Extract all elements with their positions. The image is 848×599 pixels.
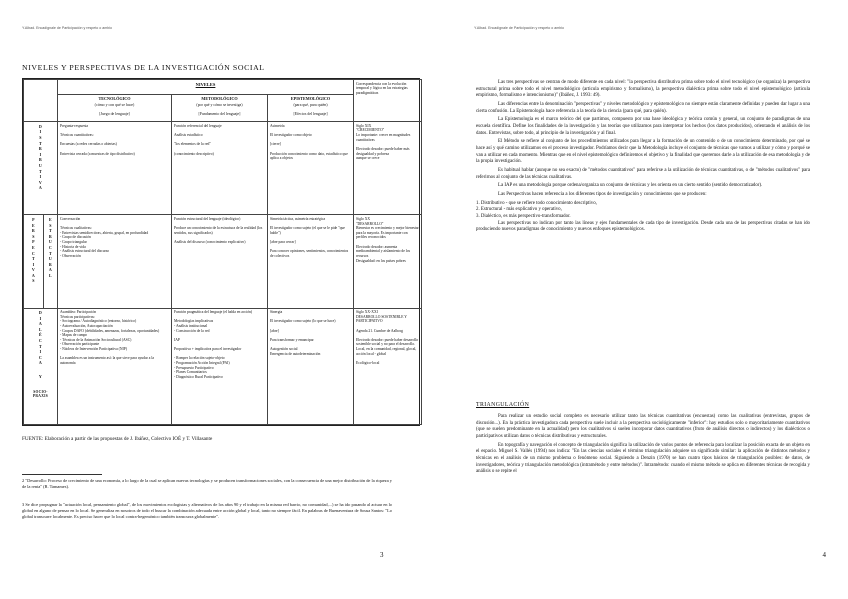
niveles-header: NIVELES (58, 80, 354, 95)
footnote-divider (22, 474, 102, 475)
cell-line: Función pragmática del lenguaje (el habla en acción) (174, 310, 253, 315)
table-row (24, 215, 422, 308)
cell-line: - Diagnóstico Rural Participativo (174, 374, 223, 379)
cell-line: A (38, 360, 43, 366)
cell-line: Y (38, 374, 43, 379)
cell-line: E (32, 244, 35, 250)
cell-line: Conversación (60, 216, 81, 221)
cell-line: A (38, 185, 43, 191)
cell-line: Metodologías implicativas (174, 319, 214, 324)
cell-line: Bienestar es crecimiento y mejor bienestar para la mayoría. Es importante con perfiles reconocidos (356, 226, 419, 240)
cell-line: Siglo XX (356, 216, 371, 221)
cell-line: V (31, 267, 36, 273)
cell-line: - Programación Acción Integral (PAI) (174, 360, 230, 365)
cell-line: - Grupos DAFO (debilidades, amenazas, fortalezas, oportunidades) (60, 328, 160, 333)
cell-line: Ecológico-local (356, 360, 380, 365)
cell-line: Simetría táctica, asimetría estratégica (270, 216, 326, 221)
cell-line: DESARROLLO SOSTENIBLE Y PARTICIPATIVO (356, 314, 407, 324)
cell-line: [abre] (270, 328, 279, 333)
running-head: Y.Albad. Encadignale de Participación y respeto o ambio (22, 26, 113, 30)
side-label-perspectivas (24, 215, 44, 308)
paragraph: La Epistemología es el marco teórico del que partimos, compuesto por una base ideológica y teórica común y general, un conjunto de paradigmas de una escuela científica. Define los finalidades de la investigación y las teorías que utilizamos para interpretar los hechos (los datos producidos), orientando el análisis de los datos. Entrevistas, sobre todo, al principio de la investigación y al final. (476, 117, 810, 136)
cell-line: D (38, 123, 43, 129)
cell-line: Electrodo desador: puede haber desarrollo sostenible social y no para el desarrollo. Local, en la comunidad, regional, glocal, acción local - global (356, 337, 419, 356)
list-item: 1. Distributivo - que se refiere todo conocimiento descriptivo, (476, 200, 597, 206)
column-header-metodologico: METODOLÓGICO (por qué y cómo se investiga) [Fundamento del lenguaje] (172, 94, 268, 122)
cell-line: L (39, 326, 42, 332)
cell-line: Lo importante: crecer en magnitudes cuantitativas (356, 133, 411, 142)
cell-line: [abre para cerrar] (270, 240, 296, 245)
corr-header: Correspondencia con la evolución temporal y lógica en las estrategias paradigmáticas (354, 80, 422, 122)
cell-line: Autogestión social (270, 347, 298, 352)
page-number: 4 (822, 551, 826, 559)
cell-line: - Construcción de la red (174, 328, 210, 333)
column-header-epistemologico: EPISTEMOLÓGICO (para qué, para quién) [Efectos del lenguaje] (268, 94, 354, 122)
cell-line: - Grupo triangular (60, 240, 87, 245)
cell-line: I (39, 174, 42, 180)
cell-line: P (32, 239, 35, 245)
column-header-tecnologico: TECNOLÓGICO (cómo y con qué se hace) [Juego de lenguaje] (58, 94, 172, 122)
cell-line: T (39, 140, 42, 146)
cell-line: - Observación (60, 253, 81, 258)
cell-line: Función estructural del lenguaje (ideológico) (174, 216, 241, 221)
cell-line: IAP (174, 337, 180, 342)
page-number: 3 (380, 551, 384, 559)
cell-line: T (49, 250, 52, 256)
cell-line: R (31, 228, 36, 234)
running-head: Y.Albad. Encadignale de Participación y respeto o ambio (474, 26, 565, 30)
table-row (24, 308, 422, 424)
table-row (24, 122, 422, 215)
cell-line: T (39, 343, 42, 349)
cell-line: Técnicas participativas: (60, 314, 95, 319)
cell-line: Producción conocimiento como dato, estadístico que aplica a objetos (270, 151, 348, 161)
cell-line: R (48, 261, 53, 267)
cell-tech (58, 122, 172, 215)
cell-line: L (49, 272, 52, 278)
cell-line: E (32, 222, 35, 228)
cell-line: E (49, 216, 52, 222)
cell-line: C (48, 244, 53, 250)
cell-line: El investigador como objeto (270, 133, 312, 138)
paragraph: El Método se refiere al conjunto de los procedimientos utilizados para llegar a la formación de un contenido o de un conocimiento determinado, por qué se hace así y qué camino utilizamos en el proceso investigador. Podríamos decir que la Metodología incluye el conjunto de técnicas que vamos a utilizar y cómo y porqué se van a utilizar en cada momento. Mientras que en el nivel epistemológico definiremos el objetivo y la finalidad que queremos darle a la utilización de esa metodología y de la propia investigación. (476, 139, 810, 165)
cell-line: "los elementos de la red" (174, 142, 211, 147)
cell-line: - Sociograma / Autodiagnóstico (entorno, histórico) (60, 319, 137, 324)
cell-line: - Historia de vida (60, 244, 86, 249)
cell-epis (268, 215, 354, 308)
cell-line: S (32, 278, 35, 284)
cell-line: U (38, 162, 43, 168)
cell-line: [cierre] (270, 142, 281, 147)
cell-tech (58, 308, 172, 424)
paragraph: Es habitual hablar (aunque no sea exacto) de "métodos cuantitativos" para referirse a la utilización de técnicas cuantitativas, o de "métodos cualitativos" para referirnos al conjunto de las técnicas cualitativas. (476, 168, 810, 180)
cell-line: Función referencial del lenguaje (174, 123, 222, 128)
paragraph: En topografía y navegación el concepto de triangulación significa la utilización de varios puntos de referencia para localizar la posición exacta de un objeto en el espacio. Miguel S. Vallés (1994) nos indica: "En las ciencias sociales el término triangulación adquiere un significado similar: la aplicación de distintos métodos y técnicas en el análisis de un mismo problema o fenómeno social. Siguiendo a Denzin (1970) se han cuatro tipos básicos de triangulación posibles: de datos, de investigadores, teórica y triangulación metodológica (intramétodo y entre métodos)". Intramétodo: cuando el mismo método se aplica en diferentes técnicas de recogida y análisis o se repite el (476, 442, 810, 475)
cell-line: Desigualdad: en los países pobres (356, 258, 406, 263)
paragraph: Las Perspectivas hacen referencia a los diferentes tipos de investigación y conocimientos que se producen: (498, 192, 707, 198)
cell-line: - Autoevaluación, Autocapacitación (60, 323, 113, 328)
cell-line: Pregunta-respuesta (60, 123, 89, 128)
cell-line: C (38, 338, 43, 344)
list-item: 3. Dialéctico, es más perspectivo-transformador. (476, 214, 571, 220)
cell-line: La asamblea es un instrumento así: la que sirve para ayudar a la autonomía (60, 356, 154, 365)
side-label-dialectica: D I A L É C T I C A Y SOCIO-PRAXIS (24, 308, 58, 424)
cell-line: U (48, 256, 53, 262)
cell-line: S (49, 222, 52, 228)
cell-line: A (48, 267, 53, 273)
cell-line: - Mapas de campo (60, 333, 88, 338)
perspectives-table (22, 78, 420, 426)
cell-line: I (39, 151, 42, 157)
cell-line: Análisis del discurso (conocimiento explicativo) (174, 240, 246, 245)
right-body-bottom (476, 414, 810, 478)
cell-line: Produce un conocimiento de la estructura de la realidad (los sentidos, sus significados) (174, 226, 263, 235)
cell-line: Encuestas (a redes cerradas o abiertas) (60, 142, 117, 147)
cell-line: I (39, 129, 42, 135)
paragraph: Las perspectivas no indican por tanto las líneas y ejes fundamentales de cada tipo de investigación. Desde cada una de las perspectivas citadas se han ido produciendo nuevos paradigmas de conocimiento y nuevos enfoques epistemológicos. (476, 220, 810, 233)
cell-line: Siglo XIX (356, 123, 372, 128)
cell-line: Para transformar y emancipar (270, 337, 314, 342)
cell-line: Para conocer opiniones, sentimientos, conocimientos de colectivos (270, 249, 349, 258)
cell-line: Análisis estadístico (174, 133, 203, 138)
paragraph: Para realizar un estudio social completo es necesario utilizar tanto las técnicas cuantitativas (encuestas) como las cualitativas (entrevistas, grupos de discusión...). En la práctica investigadora cada perspectiva suele incluir a la perspectiva sociológicamente "inferior": hay estudios solo o mayoritariamente cuantitativos (que se suelen predominante en la actualidad) pero los cualitativos si suelen incorporar datos cuantitativos (fruto de análisis directos o indirectos) y los dialécticos o participativos utilizan datos o técnicas distributivas y estructurales. (476, 414, 810, 440)
cell-meth (172, 215, 268, 308)
list-item: 2. Estructural - más explicativo y operativo, (476, 207, 562, 213)
cell-line: Electrodo desador: aumenta medioambiental y aislamiento de los recursos (356, 244, 411, 258)
cell-corr (354, 308, 422, 424)
cell-line: "DESARROLLO" (356, 221, 384, 226)
section-title: TRIANGULACIÓN (476, 402, 530, 408)
cell-line: P (32, 216, 35, 222)
cell-line: (conocimiento descriptivo) (174, 151, 214, 156)
cell-line: Emergencia de autodeterminación (270, 351, 321, 356)
side-label-estructural (44, 215, 58, 308)
cell-line: - Análisis institucional (174, 323, 208, 328)
cell-meth (172, 308, 268, 424)
cell-line: T (39, 168, 42, 174)
cell-line: - Núcleos de Intervención Participativa (NIP) (60, 347, 128, 352)
cell-line: Técnicas cualitativas: (60, 226, 92, 231)
table-source: FUENTE: Elaboración a partir de las propuestas de J. Ibáñez, Colectivo IOÉ y T. Villasante (22, 436, 213, 442)
cell-line: aunque se crece (356, 156, 380, 161)
cell-meth (172, 122, 268, 215)
cell-line: - Planes Comunitarios (174, 370, 207, 375)
table-corner (24, 80, 58, 122)
cell-line: El investigador como sujeto (el que se le pide "que hable") (270, 226, 345, 235)
cell-line: T (32, 256, 35, 262)
paragraph: La IAP es una metodología porque ordena/organiza un conjunto de técnicas y les orienta en un cierto sentido (sentido democratizador). (498, 183, 763, 189)
cell-line: I (39, 349, 42, 355)
cell-line: C (38, 354, 43, 360)
cell-line: - Grupo de discusión (60, 235, 91, 240)
cell-line: - Observación participante (60, 342, 100, 347)
cell-corr (354, 215, 422, 308)
cell-epis (268, 122, 354, 215)
cell-line: Sinergia (270, 310, 283, 315)
cell-line: Electrodo desador: puede haber más desigualdad y pobreza (356, 146, 410, 156)
cell-line: R (38, 146, 43, 152)
cell-line: - Análisis estructural del discurso (60, 249, 110, 254)
cell-line: C (31, 250, 36, 256)
cell-line: A (38, 321, 43, 327)
cell-line: Agenda 21. Cumbre de Aalborg (356, 328, 403, 333)
cell-line: S (32, 233, 35, 239)
cell-line: V (38, 179, 43, 185)
cell-line: S (39, 135, 42, 140)
cell-line: - Presupuesto Participativo (174, 365, 214, 370)
cell-line: Asimetría (270, 123, 285, 128)
cell-line: "CRECIMIENTO" (356, 128, 385, 133)
footnote-2: 2 "Desarrollo: Proceso de crecimiento de una economía, a lo largo de la cual se aplican nuevas tecnologías y se producen transformaciones sociales, con la consecuencia de una mejor distribución de la riqueza y de la renta" (R. Tamames). (22, 478, 392, 489)
cell-line: Propositiva + implicativa para el investigador (174, 347, 242, 352)
cell-line: El investigador como sujeto (lo que se hace) (270, 319, 336, 324)
cell-line: Asamblea: Participación (60, 310, 97, 315)
cell-corr (354, 122, 422, 215)
cell-line: - Técnicas de la Animación Sociocultural (ASC) (60, 337, 132, 342)
cell-line: U (48, 239, 53, 245)
page-title: NIVELES Y PERSPECTIVAS DE LA INVESTIGACIÓN SOCIAL (22, 63, 265, 72)
footnote-3: 3 Se dice propugnar la "actuación local, pensamiento global", de los movimientos ecologistas y alternativos de los años 90 y el trabajo en la misma red barrio, no comunidad,...) se ha ido pasando al actuar en lo global en alguno de pensar en lo local. Se generaliza en nosotros de todo el buscar la combinación adecuada entre acción global y local, tanto no siempre fácil. En palabras de Buenaventura de Sousa Santos: "Lo global transcurre localmente. Es preciso hacer que lo local contra-hegemónico también transcurra globalmente". (22, 502, 392, 519)
cell-line: Técnicas cuantitativas: (60, 133, 94, 138)
cell-tech (58, 215, 172, 308)
cell-line: - Romper la relación sujeto-objeto (174, 356, 225, 361)
cell-line: A (31, 272, 36, 278)
cell-line: R (48, 233, 53, 239)
side-label-distributiva (24, 122, 58, 215)
cell-line: D (38, 310, 43, 316)
paragraph: Las tres perspectivas se centran de modo diferente en cada nivel: "la perspectiva distributiva prima sobre todo el nivel tecnológico (se organiza) la perspectiva estructural prima sobre todo el nivel metodológico (articula empirismo y formalismo), la perspectiva dialéctica prima sobre todo el nivel epistemológico (articula empirismo, formalismo e intencionismo)" (Ibáñez, J. 1993: 49). (476, 80, 810, 99)
cell-line: B (39, 157, 42, 163)
cell-line: - Entrevistas semidirectivas, abierta, grupal, en profundidad (60, 230, 149, 235)
cell-line: Entrevista cerrada (a muestras de tipo distributivo) (60, 151, 135, 156)
cell-line: I (39, 315, 42, 321)
right-body-top (476, 80, 810, 236)
cell-line: T (49, 228, 52, 234)
cell-line: É (39, 332, 42, 338)
cell-line: I (32, 261, 35, 267)
cell-epis (268, 308, 354, 424)
cell-line: Siglo XX-XXI (356, 310, 378, 315)
paragraph: Las diferencias entre la denominación "perspectivas" y niveles metodológico y epistemológico no siempre están claramente definidas y pueden dar lugar a una cierta confusión. La Epistemología hace referencia a la teoría de la ciencia (para qué, para quién). (476, 102, 810, 114)
